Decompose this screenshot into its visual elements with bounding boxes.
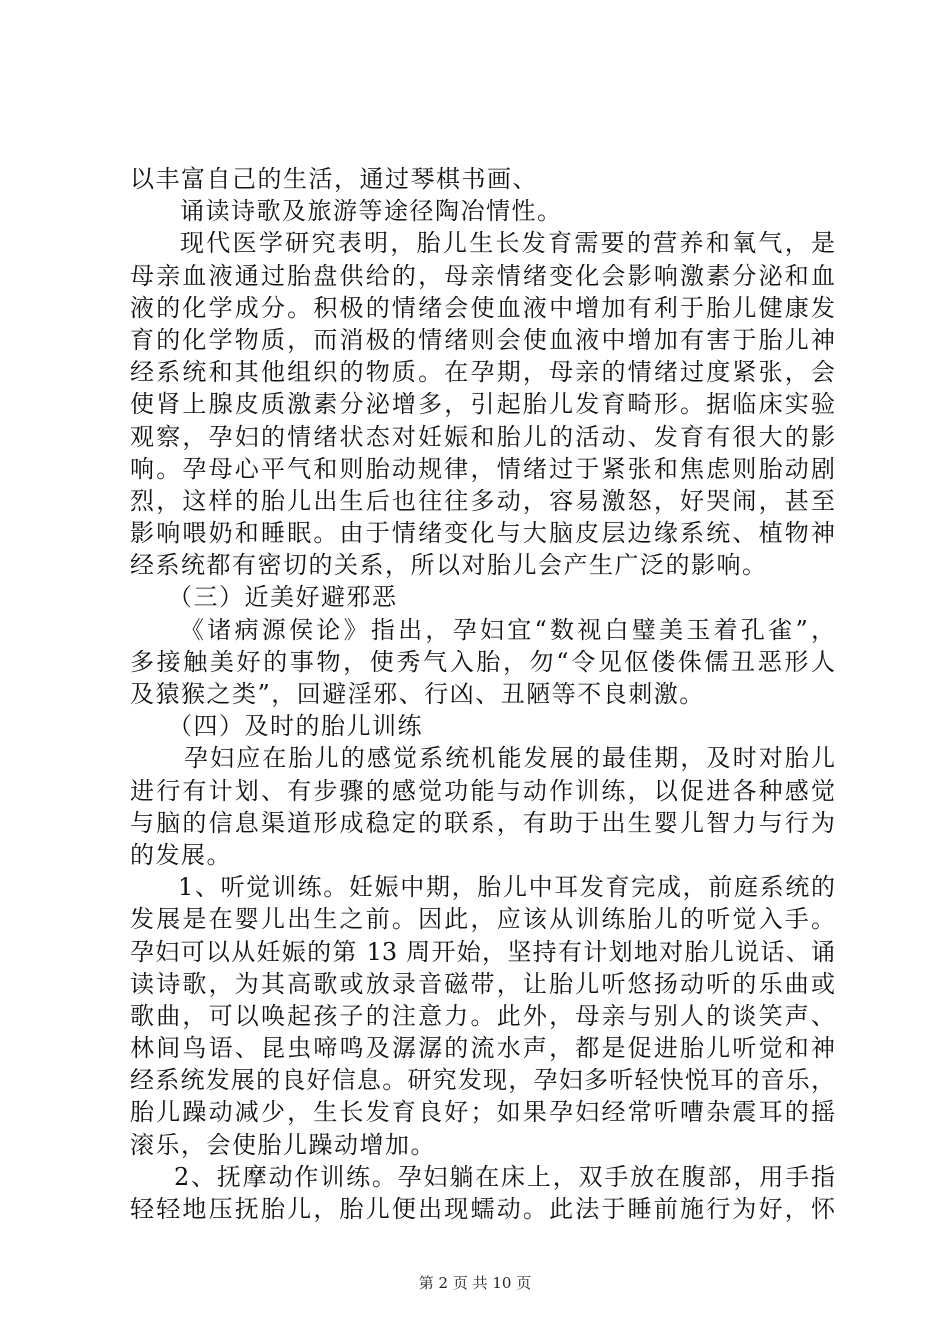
document-body <box>130 163 835 1225</box>
text-line: 以丰富自己的生活，通过琴棋书画、 <box>130 165 538 193</box>
text-line: 滚乐，会使胎儿躁动增加。 <box>130 1130 436 1159</box>
text-line: 烈，这样的胎儿出生后也往往多动，容易激怒，好哭闹，甚至 <box>130 486 835 515</box>
text-line: 进行有计划、有步骤的感觉功能与动作训练，以促进各种感觉 <box>130 776 835 805</box>
text-line: 孕妇应在胎儿的感觉系统机能发展的最佳期，及时对胎儿 <box>184 744 835 773</box>
text-line: （四）及时的胎儿训练 <box>168 712 423 741</box>
text-line: 多接触美好的事物，使秀气入胎，勿“令见伛偻侏儒丑恶形人 <box>130 647 835 676</box>
text-line: 诵读诗歌及旅游等途径陶冶情性。 <box>180 197 563 226</box>
text-line: 经系统和其他组织的物质。在孕期，母亲的情绪过度紧张，会 <box>130 358 835 387</box>
text-line: 孕妇可以从妊娠的第 13 周开始，坚持有计划地对胎儿说话、诵 <box>130 937 835 966</box>
text-line: 及猿猴之类”，回避淫邪、行凶、丑陋等不良刺激。 <box>130 680 705 708</box>
text-line: 液的化学成分。积极的情绪会使血液中增加有利于胎儿健康发 <box>130 293 835 322</box>
text-line: 现代医学研究表明，胎儿生长发育需要的营养和氧气，是 <box>180 229 835 258</box>
text-line: 《诸病源侯论》指出，孕妇宜“数视白璧美玉着孔雀”， <box>180 615 835 644</box>
text-line: 歌曲，可以唤起孩子的注意力。此外，母亲与别人的谈笑声、 <box>130 1001 835 1030</box>
text-line: （三）近美好避邪恶 <box>168 583 398 612</box>
text-line: 2、抚摩动作训练。孕妇躺在床上，双手放在腹部，用手指 <box>174 1162 835 1191</box>
text-line: 响。孕母心平气和则胎动规律，情绪过于紧张和焦虑则胎动剧 <box>130 454 835 483</box>
text-line: 观察，孕妇的情绪状态对妊娠和胎儿的活动、发育有很大的影 <box>130 422 835 451</box>
text-line: 轻轻地压抚胎儿，胎儿便出现蠕动。此法于睡前施行为好，怀 <box>130 1195 835 1223</box>
page-number-footer: 第 2 页 共 10 页 <box>418 1274 532 1292</box>
text-line: 母亲血液通过胎盘供给的，母亲情绪变化会影响激素分泌和血 <box>130 261 835 290</box>
text-line: 使肾上腺皮质激素分泌增多，引起胎儿发育畸形。据临床实验 <box>130 390 835 419</box>
text-line: 与脑的信息渠道形成稳定的联系，有助于出生婴儿智力与行为 <box>130 808 835 837</box>
text-line: 1、听觉训练。妊娠中期，胎儿中耳发育完成，前庭系统的 <box>178 873 835 902</box>
text-line: 林间鸟语、昆虫啼鸣及潺潺的流水声，都是促进胎儿听觉和神 <box>130 1034 835 1063</box>
text-line: 影响喂奶和睡眠。由于情绪变化与大脑皮层边缘系统、植物神 <box>130 519 835 548</box>
text-line: 经系统发展的良好信息。研究发现，孕妇多听轻快悦耳的音乐， <box>130 1066 835 1095</box>
text-line: 胎儿躁动减少，生长发育良好；如果孕妇经常听嘈杂震耳的摇 <box>130 1098 835 1127</box>
text-line: 经系统都有密切的关系，所以对胎儿会产生广泛的影响。 <box>130 551 768 580</box>
text-line: 的发展。 <box>130 840 232 869</box>
text-line: 读诗歌，为其高歌或放录音磁带，让胎儿听悠扬动听的乐曲或 <box>130 969 835 998</box>
text-line: 发展是在婴儿出生之前。因此，应该从训练胎儿的听觉入手。 <box>130 905 835 934</box>
text-line: 育的化学物质，而消极的情绪则会使血液中增加有害于胎儿神 <box>130 325 835 354</box>
